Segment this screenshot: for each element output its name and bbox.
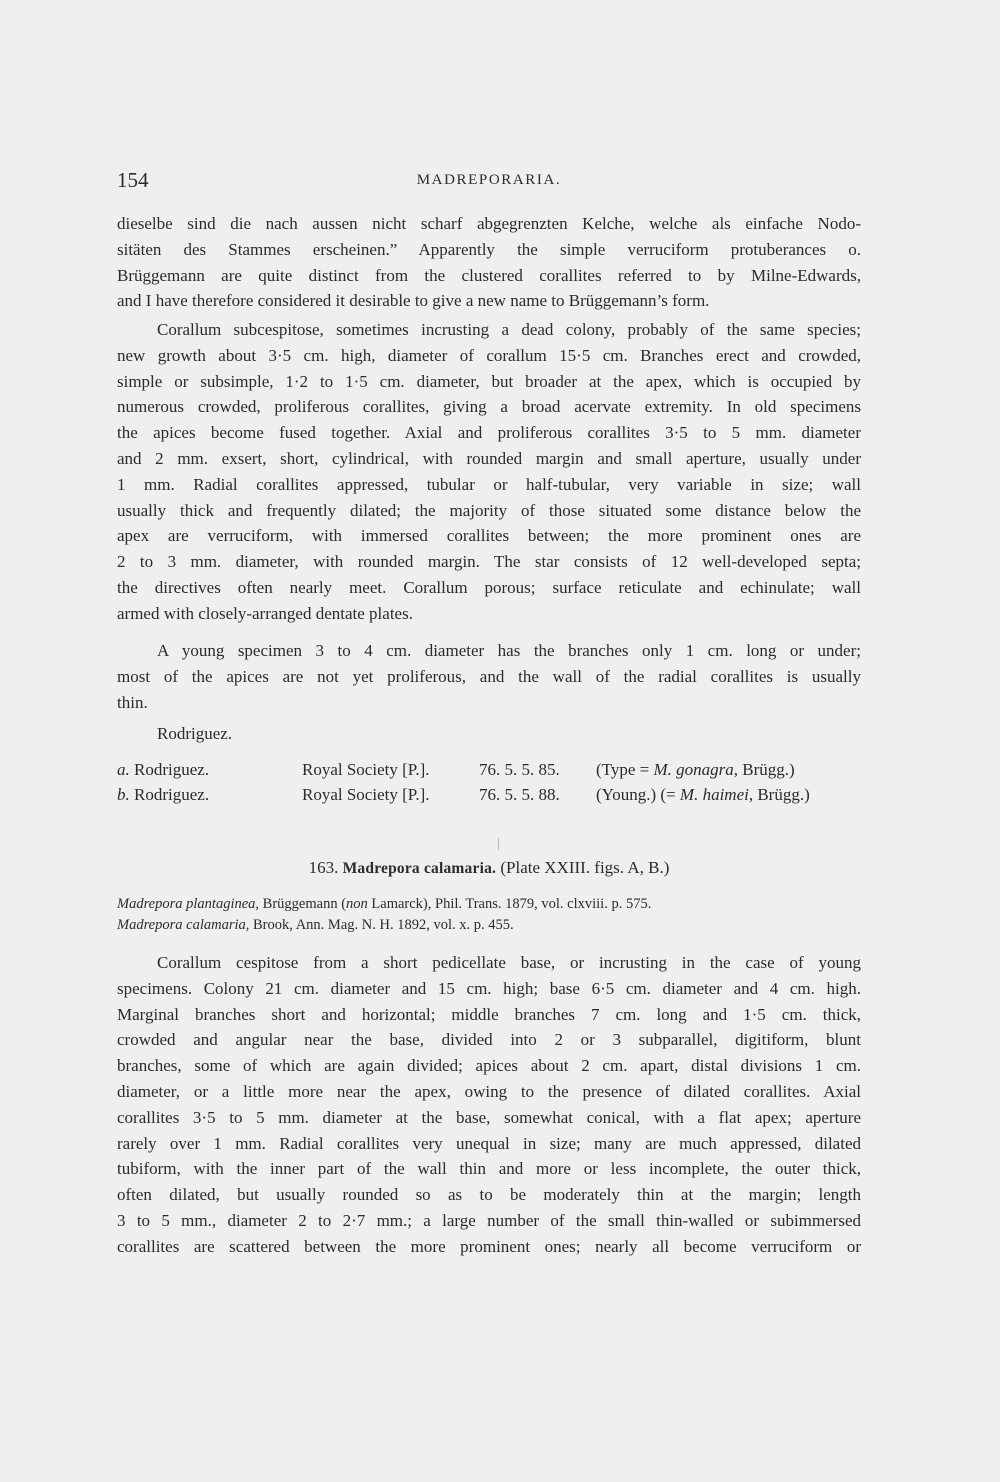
text-line: new growth about 3·5 cm. high, diameter of corallum 15·5 cm. Branches erect and crowded,: [117, 345, 861, 365]
specimen-id: b. Rodriguez.: [117, 785, 210, 804]
text-line: armed with closely-arranged dentate plates.: [117, 603, 413, 623]
text-line: and I have therefore considered it desirable to give a new name to Brüggemann’s form.: [117, 291, 710, 311]
paragraph-calamaria-description: [117, 950, 861, 1260]
text-line: sitäten des Stammes erscheinen.” Apparently the simple verruciform protuberances o.: [117, 239, 861, 259]
synonymy-list: [117, 894, 651, 936]
specimen-id: a. Rodriguez.: [117, 760, 210, 779]
text-line: usually thick and frequently dilated; the majority of those situated some distance below the: [117, 500, 861, 520]
specimen-donor: Royal Society [P.].: [302, 760, 430, 779]
synonym-entry: Madrepora calamaria, Brook, Ann. Mag. N. H. 1892, vol. x. p. 455.: [117, 917, 514, 933]
text-line: most of the apices are not yet proliferous, and the wall of the radial corallites is usually: [117, 666, 861, 686]
specimen-note: (Young.) (= M. haimei, Brügg.): [596, 785, 810, 804]
text-line: simple or subsimple, 1·2 to 1·5 cm. diameter, but broader at the apex, which is occupied by: [117, 371, 861, 391]
text-line: tubiform, with the inner part of the wall thin and more or less incomplete, the outer thick,: [117, 1159, 861, 1179]
species-number: 163.: [308, 858, 339, 877]
species-name: Madrepora calamaria.: [342, 860, 497, 877]
specimen-row: [117, 760, 861, 784]
species-heading: [117, 858, 861, 878]
plate-reference: (Plate XXIII. figs. A, B.): [500, 858, 670, 877]
specimen-donor: Royal Society [P.].: [302, 785, 430, 804]
text-line: dieselbe sind die nach aussen nicht scharf abgegrenzten Kelche, welche als einfache Nodo-: [117, 214, 861, 233]
specimen-register: 76. 5. 5. 88.: [479, 785, 560, 804]
specimen-row: [117, 785, 861, 809]
section-divider: [498, 838, 499, 850]
text-line: 3 to 5 mm., diameter 2 to 2·7 mm.; a large number of the small thin-walled or subimmersed: [117, 1210, 861, 1230]
text-line: the apices become fused together. Axial and proliferous corallites 3·5 to 5 mm. diameter: [117, 423, 861, 443]
text-line: A young specimen 3 to 4 cm. diameter has the branches only 1 cm. long or under;: [157, 641, 861, 660]
page-header: [117, 168, 861, 196]
text-line: 1 mm. Radial corallites appressed, tubular or half-tubular, very variable in size; wall: [117, 474, 861, 494]
text-line: often dilated, but usually rounded so as to be moderately thin at the margin; length: [117, 1185, 861, 1205]
page-number: 154: [117, 168, 149, 192]
paragraph-description: [117, 317, 861, 627]
text-line: specimens. Colony 21 cm. diameter and 15 cm. high; base 6·5 cm. diameter and 4 cm. high.: [117, 978, 861, 998]
text-line: corallites 3·5 to 5 mm. diameter at the base, somewhat conical, with a flat apex; aperture: [117, 1107, 861, 1127]
running-head: MADREPORARIA.: [416, 172, 562, 188]
text-line: crowded and angular near the base, divided into 2 or 3 subparallel, digitiform, blunt: [117, 1030, 861, 1050]
text-line: branches, some of which are again divided; apices about 2 cm. apart, distal divisions 1 cm.: [117, 1056, 861, 1076]
text-line: thin.: [117, 692, 148, 712]
specimen-register: 76. 5. 5. 85.: [479, 760, 560, 779]
text-line: apex are verruciform, with immersed corallites between; the more prominent ones are: [117, 526, 861, 546]
text-line: numerous crowded, proliferous corallites, giving a broad acervate extremity. In old specimens: [117, 397, 861, 417]
paragraph-young-specimen: [117, 638, 861, 715]
text-line: the directives often nearly meet. Corallum porous; surface reticulate and echinulate; wall: [117, 577, 861, 597]
text-line: Corallum cespitose from a short pedicellate base, or incrusting in the case of young: [157, 953, 861, 972]
text-line: Corallum subcespitose, sometimes incrusting a dead colony, probably of the same species;: [157, 320, 861, 339]
specimen-note: (Type = M. gonagra, Brügg.): [596, 760, 795, 779]
text-line: Brüggemann are quite distinct from the clustered corallites referred to by Milne-Edwards,: [117, 265, 861, 285]
paragraph-continuation: [117, 211, 861, 314]
text-line: corallites are scattered between the more prominent ones; nearly all become verruciform or: [117, 1236, 861, 1256]
text-line: and 2 mm. exsert, short, cylindrical, with rounded margin and small aperture, usually under: [117, 448, 861, 468]
text-line: diameter, or a little more near the apex, owing to the presence of dilated corallites. Axial: [117, 1081, 861, 1101]
locality-heading: Rodriguez.: [157, 724, 233, 743]
text-line: 2 to 3 mm. diameter, with rounded margin. The star consists of 12 well-developed septa;: [117, 552, 861, 572]
text-line: rarely over 1 mm. Radial corallites very unequal in size; many are much appressed, dilated: [117, 1133, 861, 1153]
text-line: Marginal branches short and horizontal; middle branches 7 cm. long and 1·5 cm. thick,: [117, 1004, 861, 1024]
synonym-entry: Madrepora plantaginea, Brüggemann (non Lamarck), Phil. Trans. 1879, vol. clxviii. p. 575.: [117, 896, 652, 912]
